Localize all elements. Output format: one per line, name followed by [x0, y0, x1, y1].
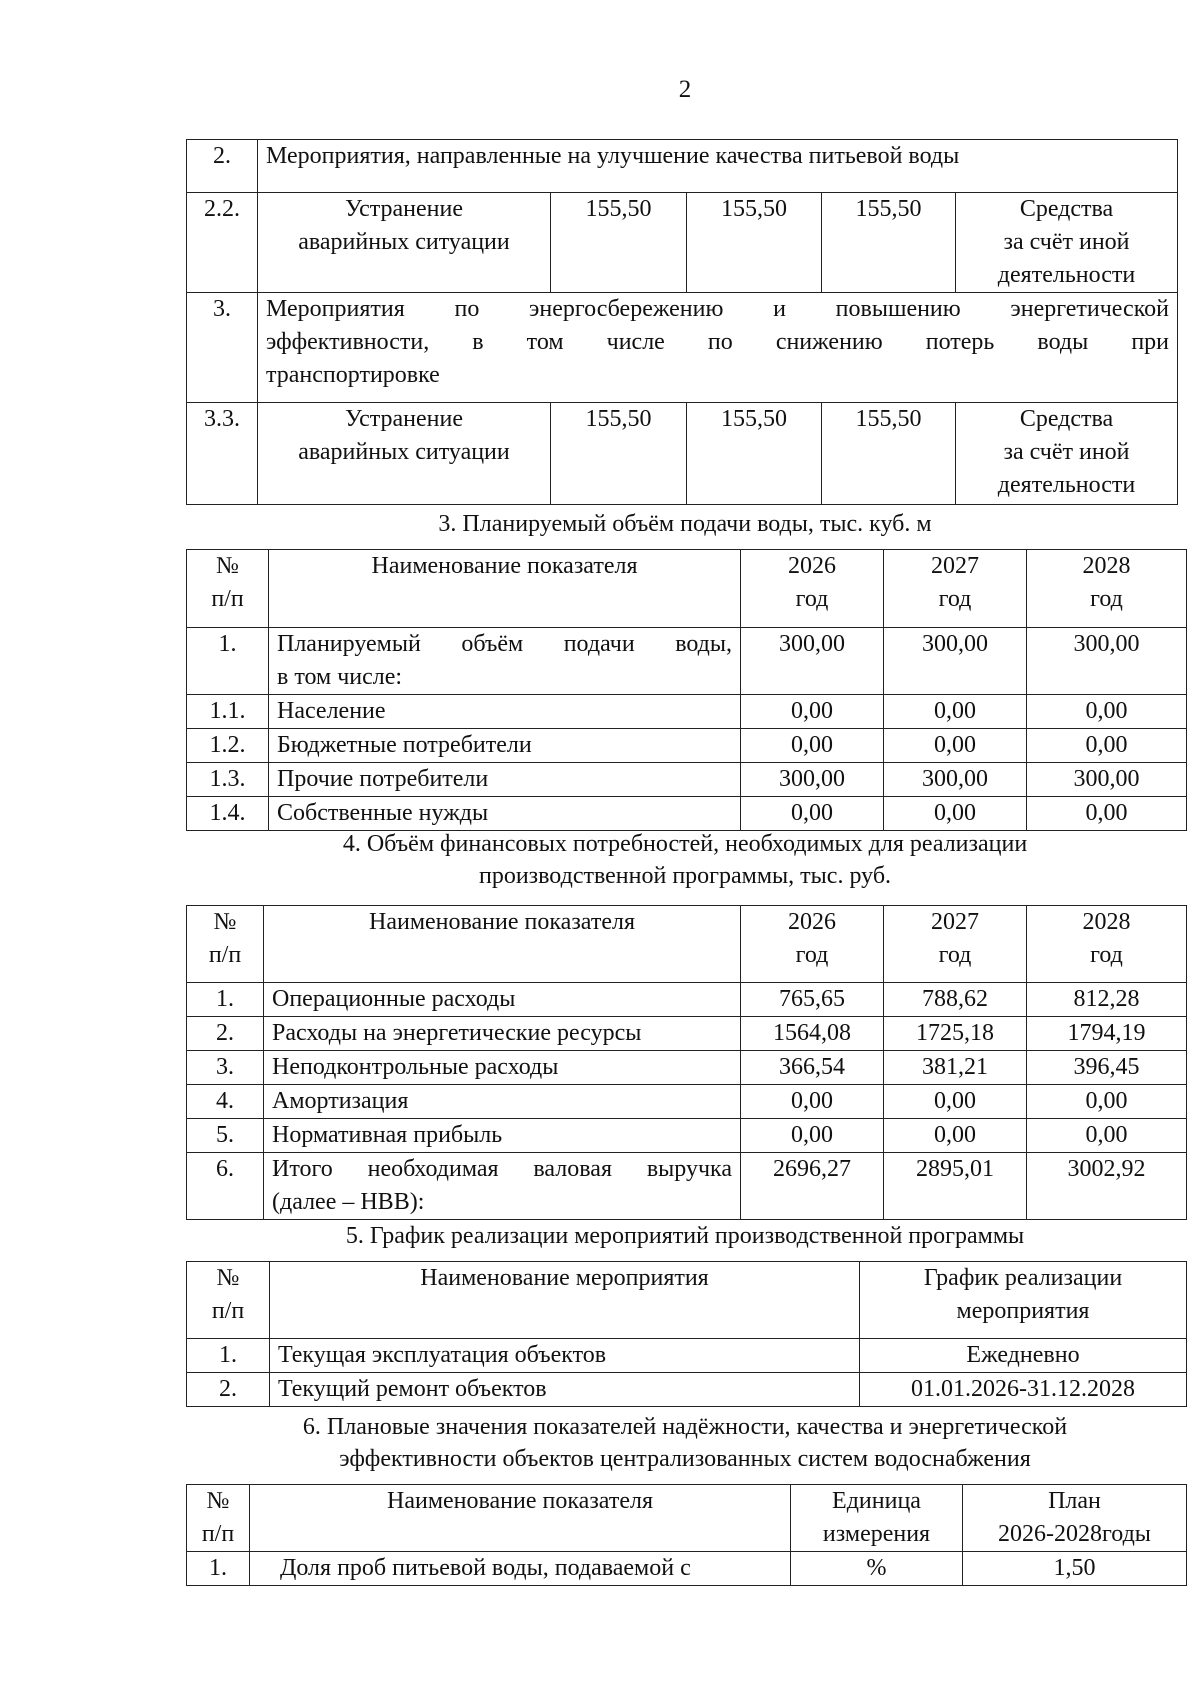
value-2028: 0,00	[1027, 1085, 1187, 1119]
header-number: № п/п	[187, 550, 269, 628]
page-number: 2	[678, 76, 692, 103]
header-name: Наименование показателя	[250, 1485, 791, 1552]
row-number: 1.2.	[187, 729, 269, 763]
table-row	[187, 1552, 1187, 1586]
table-row	[187, 763, 1187, 797]
section-6-title: 6. Плановые значения показателей надёжности, качества и энергетической эффективности объектов централизованных систем водоснабжения	[302, 1414, 1068, 1472]
row-number: 1.	[187, 1339, 270, 1373]
value-2027: 0,00	[884, 1119, 1027, 1153]
value-2027: 0,00	[884, 729, 1027, 763]
indicator-name	[264, 1153, 741, 1220]
water-supply-table	[186, 549, 1187, 831]
indicator-name: Операционные расходы	[264, 983, 741, 1017]
value-2028: 0,00	[1027, 729, 1187, 763]
heading-line: эффективности, в том числе по снижению потерь воды при	[266, 329, 1169, 355]
value-2027: 0,00	[884, 1085, 1027, 1119]
value-2026: 1564,08	[741, 1017, 884, 1051]
value-2027: 0,00	[884, 797, 1027, 831]
schedule-table	[186, 1261, 1187, 1407]
value-2026: 0,00	[741, 797, 884, 831]
indicator-name: Собственные нужды	[269, 797, 741, 831]
table-row	[187, 729, 1187, 763]
header-number: № п/п	[187, 906, 264, 983]
table-row	[187, 797, 1187, 831]
indicator-name	[269, 628, 741, 695]
value-2027: 0,00	[884, 695, 1027, 729]
activity-name: Текущая эксплуатация объектов	[270, 1339, 860, 1373]
header-name: Наименование показателя	[269, 550, 741, 628]
header-unit: Единица измерения	[791, 1485, 963, 1552]
row-number: 2.	[187, 1373, 270, 1407]
header-year-2026: 2026 год	[741, 906, 884, 983]
value-2026: 765,65	[741, 983, 884, 1017]
heading-line: транспортировке	[266, 362, 440, 388]
value-2026: 155,50	[551, 403, 687, 505]
value-2026: 0,00	[741, 729, 884, 763]
value-2027: 788,62	[884, 983, 1027, 1017]
indicator-name: Бюджетные потребители	[269, 729, 741, 763]
funding-source: Средства за счёт иной деятельности	[956, 193, 1178, 293]
reliability-indicators-table	[186, 1484, 1187, 1586]
section-heading	[258, 293, 1178, 403]
financial-needs-table	[186, 905, 1187, 1220]
schedule-value: Ежедневно	[860, 1339, 1187, 1373]
table-row	[187, 1051, 1187, 1085]
header-year-2027: 2027 год	[884, 906, 1027, 983]
table-header-row	[187, 1485, 1187, 1552]
table-row	[187, 1339, 1187, 1373]
row-number: 3.3.	[187, 403, 258, 505]
value-2026: 300,00	[741, 763, 884, 797]
indicator-name: Население	[269, 695, 741, 729]
row-number: 1.3.	[187, 763, 269, 797]
value-2028: 155,50	[822, 403, 956, 505]
value-2027: 1725,18	[884, 1017, 1027, 1051]
header-number: № п/п	[187, 1485, 250, 1552]
value-2026: 2696,27	[741, 1153, 884, 1220]
indicator-name: Доля проб питьевой воды, подаваемой с	[250, 1552, 791, 1586]
value-2026: 366,54	[741, 1051, 884, 1085]
row-number: 1.	[187, 983, 264, 1017]
activities-table	[186, 139, 1178, 505]
row-number: 6.	[187, 1153, 264, 1220]
row-number: 2.2.	[187, 193, 258, 293]
header-plan: План 2026-2028годы	[963, 1485, 1187, 1552]
value-2028: 300,00	[1027, 628, 1187, 695]
section-4-title: 4. Объём финансовых потребностей, необходимых для реализации производственной программы, тыс. руб.	[342, 831, 1028, 889]
value-2026: 0,00	[741, 1119, 884, 1153]
value-2026: 300,00	[741, 628, 884, 695]
indicator-name: Расходы на энергетические ресурсы	[264, 1017, 741, 1051]
row-number: 1.4.	[187, 797, 269, 831]
funding-source: Средства за счёт иной деятельности	[956, 403, 1178, 505]
value-2028: 1794,19	[1027, 1017, 1187, 1051]
schedule-value: 01.01.2026-31.12.2028	[860, 1373, 1187, 1407]
value-2027: 2895,01	[884, 1153, 1027, 1220]
indicator-name-line: Итого необходимая валовая выручка	[272, 1156, 732, 1182]
table-row	[187, 1085, 1187, 1119]
indicator-name-line: Планируемый объём подачи воды,	[277, 631, 732, 657]
table-row	[187, 1119, 1187, 1153]
row-number: 4.	[187, 1085, 264, 1119]
value-2028: 396,45	[1027, 1051, 1187, 1085]
table-header-row	[187, 1262, 1187, 1339]
row-number: 1.	[187, 628, 269, 695]
value-2028: 0,00	[1027, 797, 1187, 831]
row-number: 1.1.	[187, 695, 269, 729]
unit-value: %	[791, 1552, 963, 1586]
section-5-title: 5. График реализации мероприятий производственной программы	[345, 1223, 1025, 1249]
table-header-row	[187, 906, 1187, 983]
value-2026: 155,50	[551, 193, 687, 293]
heading-line: Мероприятия по энергосбережению и повышению энергетической	[266, 296, 1169, 322]
section-heading: Мероприятия, направленные на улучшение качества питьевой воды	[258, 140, 1178, 193]
header-year-2027: 2027 год	[884, 550, 1027, 628]
indicator-name-line: (далее – НВВ):	[272, 1189, 425, 1215]
value-2027: 155,50	[687, 403, 822, 505]
value-2028: 812,28	[1027, 983, 1187, 1017]
table-row	[187, 1373, 1187, 1407]
header-year-2028: 2028 год	[1027, 550, 1187, 628]
value-2028: 300,00	[1027, 763, 1187, 797]
plan-value: 1,50	[963, 1552, 1187, 1586]
table-header-row	[187, 550, 1187, 628]
table-row	[187, 140, 1178, 193]
value-2026: 0,00	[741, 695, 884, 729]
row-number: 2.	[187, 1017, 264, 1051]
header-year-2028: 2028 год	[1027, 906, 1187, 983]
value-2027: 381,21	[884, 1051, 1027, 1085]
value-2027: 300,00	[884, 763, 1027, 797]
table-row	[187, 293, 1178, 403]
value-2027: 155,50	[687, 193, 822, 293]
activity-name: Устранение аварийных ситуации	[258, 193, 551, 293]
row-number: 1.	[187, 1552, 250, 1586]
indicator-name: Прочие потребители	[269, 763, 741, 797]
value-2028: 0,00	[1027, 1119, 1187, 1153]
table-row	[187, 628, 1187, 695]
indicator-name: Амортизация	[264, 1085, 741, 1119]
indicator-name-line: в том числе:	[277, 664, 403, 690]
table-row	[187, 1017, 1187, 1051]
row-number: 3.	[187, 293, 258, 403]
row-number: 5.	[187, 1119, 264, 1153]
header-schedule: График реализации мероприятия	[860, 1262, 1187, 1339]
value-2028: 155,50	[822, 193, 956, 293]
value-2027: 300,00	[884, 628, 1027, 695]
table-row	[187, 1153, 1187, 1220]
table-row	[187, 403, 1178, 505]
table-row	[187, 983, 1187, 1017]
activity-name: Устранение аварийных ситуации	[258, 403, 551, 505]
header-name: Наименование мероприятия	[270, 1262, 860, 1339]
indicator-name: Неподконтрольные расходы	[264, 1051, 741, 1085]
row-number: 3.	[187, 1051, 264, 1085]
indicator-name: Нормативная прибыль	[264, 1119, 741, 1153]
value-2026: 0,00	[741, 1085, 884, 1119]
value-2028: 0,00	[1027, 695, 1187, 729]
header-name: Наименование показателя	[264, 906, 741, 983]
section-3-title: 3. Планируемый объём подачи воды, тыс. куб. м	[438, 511, 932, 537]
value-2028: 3002,92	[1027, 1153, 1187, 1220]
header-number: № п/п	[187, 1262, 270, 1339]
table-row	[187, 193, 1178, 293]
table-row	[187, 695, 1187, 729]
header-year-2026: 2026 год	[741, 550, 884, 628]
row-number: 2.	[187, 140, 258, 193]
activity-name: Текущий ремонт объектов	[270, 1373, 860, 1407]
